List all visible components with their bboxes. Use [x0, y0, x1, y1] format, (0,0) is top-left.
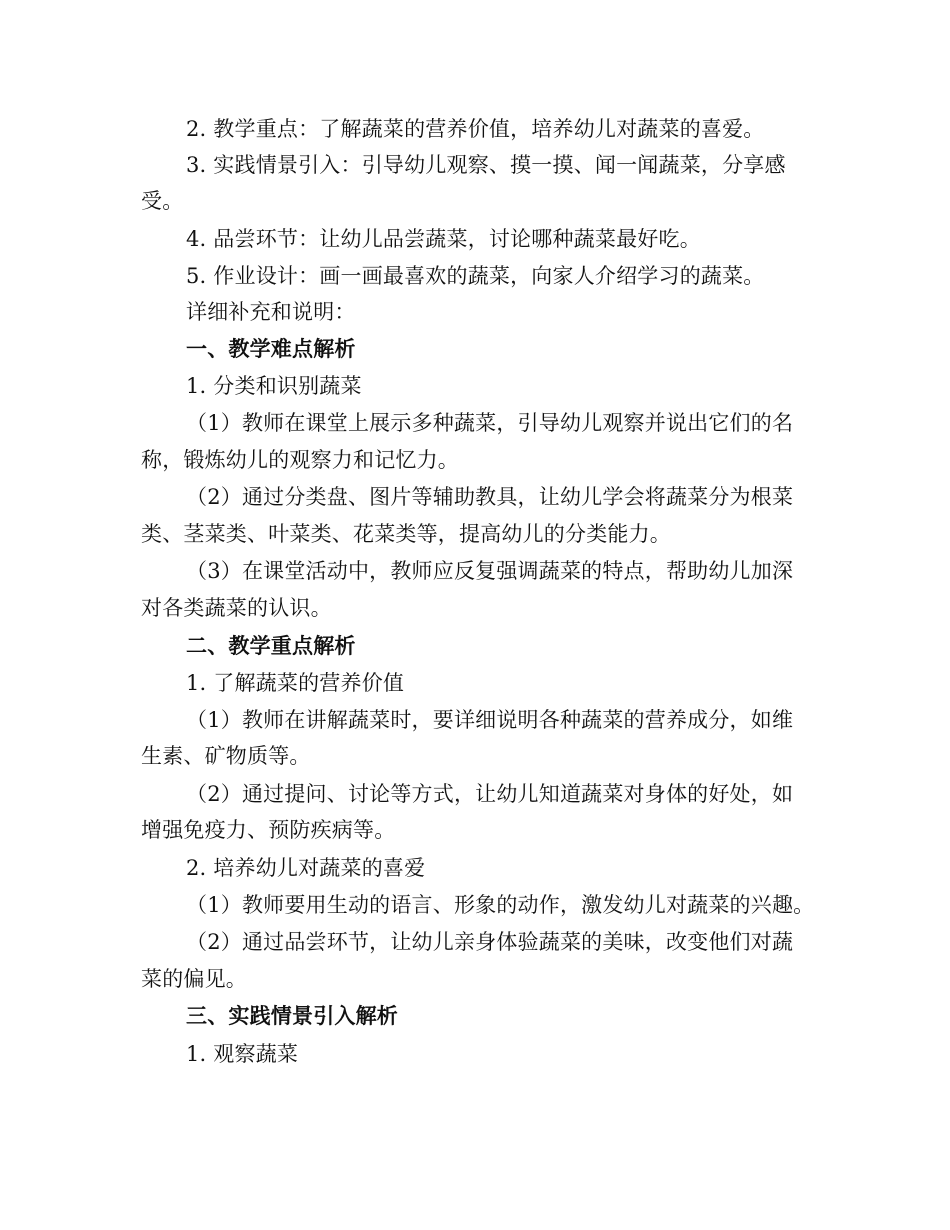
paragraph-classify-2-cont: 类、茎菜类、叶菜类、花菜类等，提高幼儿的分类能力。: [141, 522, 671, 546]
subheading-classify: 1. 分类和识别蔬菜: [186, 374, 362, 398]
paragraph-nutrition-2: （2）通过提问、讨论等方式，让幼儿知道蔬菜对身体的好处，如: [186, 782, 794, 806]
list-item-teaching-focus: 2. 教学重点：了解蔬菜的营养价值，培养幼儿对蔬菜的喜爱。: [186, 117, 765, 141]
subheading-observe: 1. 观察蔬菜: [186, 1042, 299, 1066]
paragraph-liking-2-cont: 菜的偏见。: [141, 967, 247, 991]
list-item-homework: 5. 作业设计：画一画最喜欢的蔬菜，向家人介绍学习的蔬菜。: [186, 264, 765, 288]
list-item-tasting: 4. 品尝环节：让幼儿品尝蔬菜，讨论哪种蔬菜最好吃。: [186, 227, 701, 251]
list-item-practice-intro: 3. 实践情景引入：引导幼儿观察、摸一摸、闻一闻蔬菜，分享感: [186, 153, 786, 177]
subheading-nutrition: 1. 了解蔬菜的营养价值: [186, 671, 405, 695]
paragraph-classify-1-cont: 称，锻炼幼儿的观察力和记忆力。: [141, 448, 459, 472]
paragraph-classify-1: （1）教师在课堂上展示多种蔬菜，引导幼儿观察并说出它们的名: [186, 411, 794, 435]
subheading-liking: 2. 培养幼儿对蔬菜的喜爱: [186, 856, 426, 880]
section-heading-focus: 二、教学重点解析: [186, 633, 356, 658]
paragraph-liking-1: （1）教师要用生动的语言、形象的动作，激发幼儿对蔬菜的兴趣。: [186, 893, 815, 917]
paragraph-classify-3: （3）在课堂活动中，教师应反复强调蔬菜的特点，帮助幼儿加深: [186, 559, 794, 583]
section-heading-difficulty: 一、教学难点解析: [186, 336, 356, 361]
paragraph-liking-2: （2）通过品尝环节，让幼儿亲身体验蔬菜的美味，改变他们对蔬: [186, 930, 794, 954]
paragraph-nutrition-2-cont: 增强免疫力、预防疾病等。: [141, 818, 396, 842]
paragraph-nutrition-1-cont: 生素、矿物质等。: [141, 744, 311, 768]
section-heading-practice: 三、实践情景引入解析: [186, 1003, 398, 1028]
paragraph-supplement-intro: 详细补充和说明：: [186, 300, 356, 324]
paragraph-classify-3-cont: 对各类蔬菜的认识。: [141, 596, 332, 620]
paragraph-nutrition-1: （1）教师在讲解蔬菜时，要详细说明各种蔬菜的营养成分，如维: [186, 708, 794, 732]
paragraph-classify-2: （2）通过分类盘、图片等辅助教具，让幼儿学会将蔬菜分为根菜: [186, 485, 794, 509]
list-item-practice-intro-cont: 受。: [141, 189, 184, 213]
